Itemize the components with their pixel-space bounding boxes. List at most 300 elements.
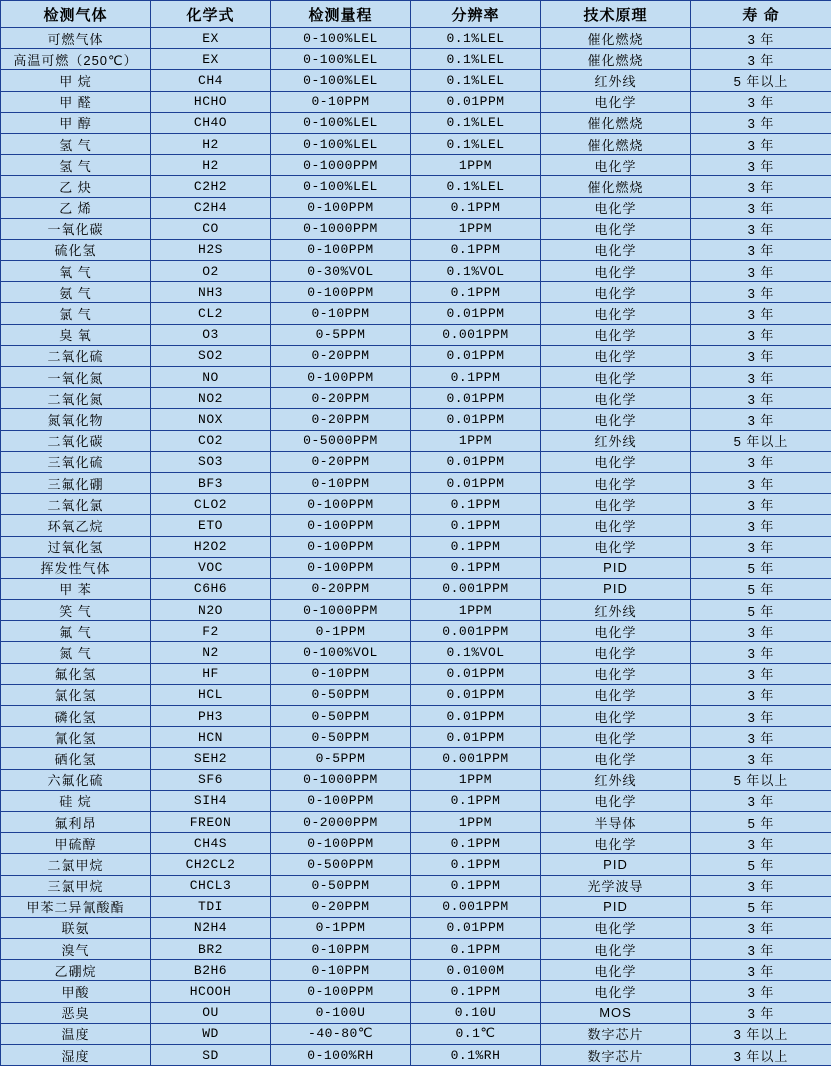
cell-gas-name: 三氟化硼: [1, 472, 151, 493]
cell-formula: SF6: [151, 769, 271, 790]
cell-principle: 红外线: [541, 430, 691, 451]
cell-gas-name: 甲 苯: [1, 578, 151, 599]
cell-gas-name: 湿度: [1, 1045, 151, 1066]
cell-lifespan: 3 年: [691, 748, 831, 769]
cell-resolution: 0.001PPM: [411, 896, 541, 917]
cell-resolution: 0.1PPM: [411, 875, 541, 896]
cell-range: 0-100%RH: [271, 1045, 411, 1066]
cell-resolution: 0.01PPM: [411, 727, 541, 748]
cell-principle: 催化燃烧: [541, 49, 691, 70]
cell-resolution: 0.1℃: [411, 1023, 541, 1044]
table-row: [1, 70, 831, 91]
cell-principle: 电化学: [541, 748, 691, 769]
cell-principle: 电化学: [541, 727, 691, 748]
cell-principle: 数字芯片: [541, 1023, 691, 1044]
cell-formula: C2H4: [151, 197, 271, 218]
cell-range: 0-100%LEL: [271, 28, 411, 49]
cell-range: 0-50PPM: [271, 684, 411, 705]
cell-lifespan: 3 年: [691, 706, 831, 727]
cell-lifespan: 3 年: [691, 367, 831, 388]
table-row: [1, 642, 831, 663]
cell-principle: 电化学: [541, 536, 691, 557]
cell-principle: 电化学: [541, 917, 691, 938]
table-row: [1, 536, 831, 557]
table-row: [1, 706, 831, 727]
cell-gas-name: 臭 氧: [1, 324, 151, 345]
cell-resolution: 1PPM: [411, 600, 541, 621]
table-row: [1, 472, 831, 493]
cell-principle: 光学波导: [541, 875, 691, 896]
cell-resolution: 0.01PPM: [411, 917, 541, 938]
cell-gas-name: 高温可燃（250℃）: [1, 49, 151, 70]
table-header-row: [1, 1, 831, 28]
table-row: [1, 684, 831, 705]
cell-range: 0-1000PPM: [271, 600, 411, 621]
table-row: [1, 176, 831, 197]
cell-lifespan: 3 年: [691, 133, 831, 154]
cell-formula: H2O2: [151, 536, 271, 557]
cell-gas-name: 硅 烷: [1, 790, 151, 811]
cell-formula: CO2: [151, 430, 271, 451]
table-row: [1, 261, 831, 282]
cell-formula: BR2: [151, 939, 271, 960]
cell-range: -40-80℃: [271, 1023, 411, 1044]
table-row: [1, 663, 831, 684]
table-row: [1, 515, 831, 536]
cell-formula: EX: [151, 49, 271, 70]
cell-principle: 电化学: [541, 388, 691, 409]
cell-range: 0-1PPM: [271, 621, 411, 642]
cell-gas-name: 过氧化氢: [1, 536, 151, 557]
cell-range: 0-1PPM: [271, 917, 411, 938]
cell-lifespan: 3 年: [691, 218, 831, 239]
table-row: [1, 324, 831, 345]
table-row: [1, 155, 831, 176]
cell-range: 0-100PPM: [271, 981, 411, 1002]
cell-formula: N2H4: [151, 917, 271, 938]
cell-lifespan: 3 年: [691, 28, 831, 49]
cell-range: 0-100PPM: [271, 515, 411, 536]
cell-formula: C6H6: [151, 578, 271, 599]
cell-formula: H2S: [151, 239, 271, 260]
cell-principle: 电化学: [541, 981, 691, 1002]
cell-gas-name: 硒化氢: [1, 748, 151, 769]
cell-range: 0-20PPM: [271, 409, 411, 430]
table-row: [1, 239, 831, 260]
cell-principle: MOS: [541, 1002, 691, 1023]
cell-lifespan: 5 年: [691, 578, 831, 599]
cell-principle: 电化学: [541, 790, 691, 811]
cell-formula: HCL: [151, 684, 271, 705]
cell-principle: 电化学: [541, 621, 691, 642]
cell-formula: CL2: [151, 303, 271, 324]
cell-range: 0-100%LEL: [271, 176, 411, 197]
table-row: [1, 1002, 831, 1023]
cell-lifespan: 3 年: [691, 536, 831, 557]
table-row: [1, 133, 831, 154]
table-row: [1, 727, 831, 748]
table-row: [1, 769, 831, 790]
table-row: [1, 494, 831, 515]
cell-gas-name: 二氧化氯: [1, 494, 151, 515]
cell-lifespan: 3 年以上: [691, 1045, 831, 1066]
table-row: [1, 28, 831, 49]
cell-lifespan: 3 年: [691, 1002, 831, 1023]
cell-formula: NO: [151, 367, 271, 388]
cell-formula: N2O: [151, 600, 271, 621]
cell-formula: HF: [151, 663, 271, 684]
table-row: [1, 621, 831, 642]
cell-resolution: 0.1PPM: [411, 282, 541, 303]
cell-gas-name: 氮氧化物: [1, 409, 151, 430]
cell-gas-name: 氟利昂: [1, 811, 151, 832]
cell-range: 0-100PPM: [271, 282, 411, 303]
cell-principle: 电化学: [541, 218, 691, 239]
cell-principle: 数字芯片: [541, 1045, 691, 1066]
table-row: [1, 557, 831, 578]
cell-resolution: 0.001PPM: [411, 748, 541, 769]
cell-resolution: 0.001PPM: [411, 621, 541, 642]
table-row: [1, 917, 831, 938]
column-header-resolution: 分辨率: [411, 1, 541, 28]
cell-resolution: 0.1%LEL: [411, 70, 541, 91]
cell-principle: 电化学: [541, 197, 691, 218]
table-row: [1, 981, 831, 1002]
cell-range: 0-20PPM: [271, 451, 411, 472]
cell-range: 0-10PPM: [271, 303, 411, 324]
table-row: [1, 600, 831, 621]
cell-range: 0-30%VOL: [271, 261, 411, 282]
cell-resolution: 0.1%VOL: [411, 642, 541, 663]
cell-lifespan: 3 年: [691, 388, 831, 409]
cell-range: 0-1000PPM: [271, 769, 411, 790]
cell-range: 0-100PPM: [271, 197, 411, 218]
table-row: [1, 430, 831, 451]
cell-gas-name: 氢 气: [1, 133, 151, 154]
cell-range: 0-100%LEL: [271, 112, 411, 133]
cell-range: 0-20PPM: [271, 345, 411, 366]
cell-range: 0-500PPM: [271, 854, 411, 875]
cell-gas-name: 恶臭: [1, 1002, 151, 1023]
cell-resolution: 0.01PPM: [411, 91, 541, 112]
cell-resolution: 1PPM: [411, 769, 541, 790]
table-row: [1, 578, 831, 599]
cell-lifespan: 5 年: [691, 896, 831, 917]
cell-resolution: 0.1PPM: [411, 536, 541, 557]
cell-formula: CH4O: [151, 112, 271, 133]
cell-lifespan: 3 年: [691, 345, 831, 366]
cell-lifespan: 3 年: [691, 663, 831, 684]
cell-gas-name: 三氧化硫: [1, 451, 151, 472]
cell-lifespan: 3 年: [691, 261, 831, 282]
cell-lifespan: 3 年: [691, 939, 831, 960]
cell-principle: 电化学: [541, 282, 691, 303]
cell-formula: SEH2: [151, 748, 271, 769]
cell-gas-name: 氮 气: [1, 642, 151, 663]
cell-resolution: 1PPM: [411, 155, 541, 176]
cell-lifespan: 3 年以上: [691, 1023, 831, 1044]
cell-formula: NH3: [151, 282, 271, 303]
cell-gas-name: 氯 气: [1, 303, 151, 324]
cell-principle: 电化学: [541, 472, 691, 493]
cell-lifespan: 3 年: [691, 176, 831, 197]
cell-resolution: 0.1%LEL: [411, 133, 541, 154]
cell-resolution: 0.1%LEL: [411, 112, 541, 133]
cell-range: 0-100%LEL: [271, 70, 411, 91]
cell-resolution: 1PPM: [411, 811, 541, 832]
cell-principle: 电化学: [541, 939, 691, 960]
cell-gas-name: 挥发性气体: [1, 557, 151, 578]
cell-lifespan: 5 年: [691, 854, 831, 875]
cell-lifespan: 3 年: [691, 621, 831, 642]
cell-formula: H2: [151, 155, 271, 176]
cell-resolution: 0.1PPM: [411, 854, 541, 875]
cell-resolution: 0.1PPM: [411, 515, 541, 536]
cell-gas-name: 联氨: [1, 917, 151, 938]
cell-formula: O3: [151, 324, 271, 345]
cell-lifespan: 3 年: [691, 197, 831, 218]
cell-formula: O2: [151, 261, 271, 282]
cell-gas-name: 乙 烯: [1, 197, 151, 218]
cell-principle: PID: [541, 896, 691, 917]
cell-principle: PID: [541, 854, 691, 875]
cell-formula: BF3: [151, 472, 271, 493]
cell-range: 0-100PPM: [271, 239, 411, 260]
cell-principle: 电化学: [541, 239, 691, 260]
cell-formula: NO2: [151, 388, 271, 409]
cell-resolution: 0.1PPM: [411, 197, 541, 218]
cell-formula: CO: [151, 218, 271, 239]
table-row: [1, 811, 831, 832]
cell-gas-name: 二氧化碳: [1, 430, 151, 451]
cell-range: 0-100PPM: [271, 494, 411, 515]
cell-lifespan: 3 年: [691, 49, 831, 70]
cell-resolution: 0.01PPM: [411, 345, 541, 366]
cell-principle: 电化学: [541, 833, 691, 854]
cell-formula: OU: [151, 1002, 271, 1023]
cell-principle: 电化学: [541, 324, 691, 345]
cell-range: 0-10PPM: [271, 939, 411, 960]
table-row: [1, 875, 831, 896]
cell-range: 0-1000PPM: [271, 155, 411, 176]
cell-resolution: 0.01PPM: [411, 388, 541, 409]
cell-lifespan: 3 年: [691, 303, 831, 324]
cell-resolution: 1PPM: [411, 218, 541, 239]
cell-principle: PID: [541, 557, 691, 578]
cell-principle: 电化学: [541, 409, 691, 430]
cell-gas-name: 甲苯二异氰酸酯: [1, 896, 151, 917]
table-row: [1, 451, 831, 472]
cell-lifespan: 3 年: [691, 324, 831, 345]
cell-lifespan: 3 年: [691, 833, 831, 854]
cell-formula: NOX: [151, 409, 271, 430]
cell-lifespan: 5 年以上: [691, 430, 831, 451]
column-header-principle: 技术原理: [541, 1, 691, 28]
table-row: [1, 960, 831, 981]
cell-formula: ETO: [151, 515, 271, 536]
cell-lifespan: 3 年: [691, 515, 831, 536]
cell-gas-name: 二氧化硫: [1, 345, 151, 366]
cell-principle: 催化燃烧: [541, 133, 691, 154]
cell-resolution: 0.1PPM: [411, 557, 541, 578]
cell-formula: HCOOH: [151, 981, 271, 1002]
cell-lifespan: 3 年: [691, 239, 831, 260]
cell-range: 0-50PPM: [271, 875, 411, 896]
cell-formula: N2: [151, 642, 271, 663]
cell-lifespan: 5 年: [691, 811, 831, 832]
cell-range: 0-5000PPM: [271, 430, 411, 451]
cell-formula: SO2: [151, 345, 271, 366]
cell-principle: 电化学: [541, 494, 691, 515]
cell-gas-name: 甲硫醇: [1, 833, 151, 854]
cell-gas-name: 氰化氢: [1, 727, 151, 748]
table-row: [1, 282, 831, 303]
cell-gas-name: 甲 醇: [1, 112, 151, 133]
table-row: [1, 345, 831, 366]
cell-range: 0-20PPM: [271, 388, 411, 409]
cell-formula: WD: [151, 1023, 271, 1044]
cell-resolution: 0.01PPM: [411, 684, 541, 705]
table-row: [1, 939, 831, 960]
cell-formula: SIH4: [151, 790, 271, 811]
cell-gas-name: 二氯甲烷: [1, 854, 151, 875]
cell-lifespan: 3 年: [691, 494, 831, 515]
cell-resolution: 0.1PPM: [411, 239, 541, 260]
cell-gas-name: 环氧乙烷: [1, 515, 151, 536]
cell-principle: 催化燃烧: [541, 176, 691, 197]
cell-range: 0-5PPM: [271, 324, 411, 345]
table-row: [1, 218, 831, 239]
cell-principle: 电化学: [541, 261, 691, 282]
cell-gas-name: 甲 醛: [1, 91, 151, 112]
cell-resolution: 0.1%LEL: [411, 49, 541, 70]
cell-formula: CH4S: [151, 833, 271, 854]
cell-range: 0-5PPM: [271, 748, 411, 769]
cell-resolution: 0.01PPM: [411, 706, 541, 727]
cell-resolution: 0.1%LEL: [411, 176, 541, 197]
cell-formula: F2: [151, 621, 271, 642]
cell-gas-name: 笑 气: [1, 600, 151, 621]
cell-resolution: 0.10U: [411, 1002, 541, 1023]
table-row: [1, 49, 831, 70]
cell-lifespan: 3 年: [691, 960, 831, 981]
cell-gas-name: 氧 气: [1, 261, 151, 282]
cell-gas-name: 二氧化氮: [1, 388, 151, 409]
table-row: [1, 303, 831, 324]
table-row: [1, 854, 831, 875]
cell-formula: HCHO: [151, 91, 271, 112]
cell-resolution: 0.1PPM: [411, 981, 541, 1002]
table-header: [1, 1, 831, 28]
cell-gas-name: 硫化氢: [1, 239, 151, 260]
cell-formula: EX: [151, 28, 271, 49]
cell-gas-name: 一氧化氮: [1, 367, 151, 388]
cell-range: 0-20PPM: [271, 896, 411, 917]
cell-principle: 电化学: [541, 642, 691, 663]
cell-range: 0-10PPM: [271, 663, 411, 684]
cell-principle: 电化学: [541, 684, 691, 705]
cell-resolution: 0.01PPM: [411, 303, 541, 324]
cell-range: 0-100PPM: [271, 557, 411, 578]
cell-lifespan: 5 年: [691, 600, 831, 621]
table-row: [1, 197, 831, 218]
cell-resolution: 0.1PPM: [411, 367, 541, 388]
cell-formula: CH2CL2: [151, 854, 271, 875]
table-row: [1, 409, 831, 430]
cell-resolution: 0.1PPM: [411, 790, 541, 811]
cell-gas-name: 乙 炔: [1, 176, 151, 197]
cell-lifespan: 3 年: [691, 790, 831, 811]
cell-principle: 红外线: [541, 70, 691, 91]
cell-lifespan: 3 年: [691, 917, 831, 938]
cell-gas-name: 六氟化硫: [1, 769, 151, 790]
cell-principle: 电化学: [541, 960, 691, 981]
cell-gas-name: 甲 烷: [1, 70, 151, 91]
cell-lifespan: 5 年: [691, 557, 831, 578]
cell-formula: TDI: [151, 896, 271, 917]
cell-resolution: 0.01PPM: [411, 472, 541, 493]
cell-resolution: 0.01PPM: [411, 451, 541, 472]
cell-gas-name: 磷化氢: [1, 706, 151, 727]
cell-lifespan: 3 年: [691, 409, 831, 430]
cell-lifespan: 5 年以上: [691, 70, 831, 91]
cell-gas-name: 氨 气: [1, 282, 151, 303]
cell-lifespan: 3 年: [691, 981, 831, 1002]
table-row: [1, 790, 831, 811]
cell-lifespan: 3 年: [691, 451, 831, 472]
cell-principle: 红外线: [541, 600, 691, 621]
cell-gas-name: 甲酸: [1, 981, 151, 1002]
cell-gas-name: 氟 气: [1, 621, 151, 642]
cell-lifespan: 3 年: [691, 112, 831, 133]
cell-principle: 红外线: [541, 769, 691, 790]
column-header-formula: 化学式: [151, 1, 271, 28]
cell-range: 0-2000PPM: [271, 811, 411, 832]
cell-formula: B2H6: [151, 960, 271, 981]
cell-lifespan: 3 年: [691, 875, 831, 896]
table-row: [1, 91, 831, 112]
cell-principle: 电化学: [541, 663, 691, 684]
table-row: [1, 896, 831, 917]
table-row: [1, 1045, 831, 1066]
cell-range: 0-100%LEL: [271, 133, 411, 154]
cell-range: 0-100PPM: [271, 536, 411, 557]
cell-principle: 电化学: [541, 706, 691, 727]
cell-formula: HCN: [151, 727, 271, 748]
cell-range: 0-100PPM: [271, 790, 411, 811]
table-row: [1, 1023, 831, 1044]
column-header-lifespan: 寿 命: [691, 1, 831, 28]
cell-lifespan: 3 年: [691, 472, 831, 493]
cell-range: 0-10PPM: [271, 91, 411, 112]
column-header-gas-name: 检测气体: [1, 1, 151, 28]
cell-lifespan: 5 年以上: [691, 769, 831, 790]
cell-range: 0-50PPM: [271, 727, 411, 748]
cell-principle: 电化学: [541, 515, 691, 536]
table-row: [1, 367, 831, 388]
cell-resolution: 0.1PPM: [411, 494, 541, 515]
cell-range: 0-100PPM: [271, 833, 411, 854]
cell-formula: FREON: [151, 811, 271, 832]
table-row: [1, 388, 831, 409]
cell-resolution: 0.1%LEL: [411, 28, 541, 49]
cell-range: 0-50PPM: [271, 706, 411, 727]
cell-resolution: 0.001PPM: [411, 324, 541, 345]
cell-resolution: 0.001PPM: [411, 578, 541, 599]
cell-resolution: 0.01PPM: [411, 663, 541, 684]
cell-formula: CH4: [151, 70, 271, 91]
cell-gas-name: 温度: [1, 1023, 151, 1044]
